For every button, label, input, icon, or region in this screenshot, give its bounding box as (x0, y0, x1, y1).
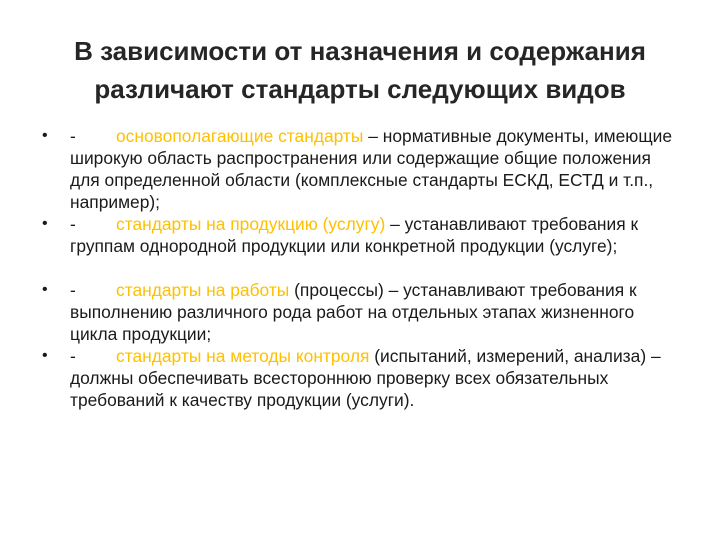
item-dash: - (70, 214, 76, 234)
standards-list (38, 125, 678, 411)
item-highlight: основополагающие стандарты (116, 126, 364, 146)
item-dash: - (70, 346, 76, 366)
list-item (38, 125, 678, 213)
item-text: (процессы) – устанавливают требования к выполнению различного рода работ на отдельных этапах жизненного цикла продукции; (70, 280, 637, 344)
bullet-icon: • (42, 281, 48, 298)
item-highlight: стандарты на работы (116, 280, 290, 300)
list-item (38, 279, 678, 345)
bullet-icon: • (42, 127, 48, 144)
title-line-2: различают стандарты следующих видов (94, 74, 626, 104)
item-highlight: стандарты на продукцию (услугу) (116, 214, 386, 234)
item-text: (испытаний, измерений, анализа) – должны обеспечивать всестороннюю проверку всех обязательных требований к качеству продукции (услуги). (70, 346, 661, 410)
title-line-1: В зависимости от назначения и содержания (74, 36, 646, 66)
item-dash: - (70, 280, 76, 300)
list-item (38, 213, 678, 279)
item-text: – нормативные документы, имеющие широкую область распространения или содержащие общие положения для определенной области (комплексные стандарты ЕСКД, ЕСТД и т.п., например); (70, 126, 673, 212)
item-text: – устанавливают требования к группам однородной продукции или конкретной продукции (услуге); (70, 214, 639, 256)
bullet-icon: • (42, 215, 48, 232)
list-item (38, 345, 678, 411)
bullet-icon: • (42, 347, 48, 364)
item-dash: - (70, 126, 76, 146)
item-highlight: стандарты на методы контроля (116, 346, 370, 366)
slide-title (30, 32, 690, 108)
